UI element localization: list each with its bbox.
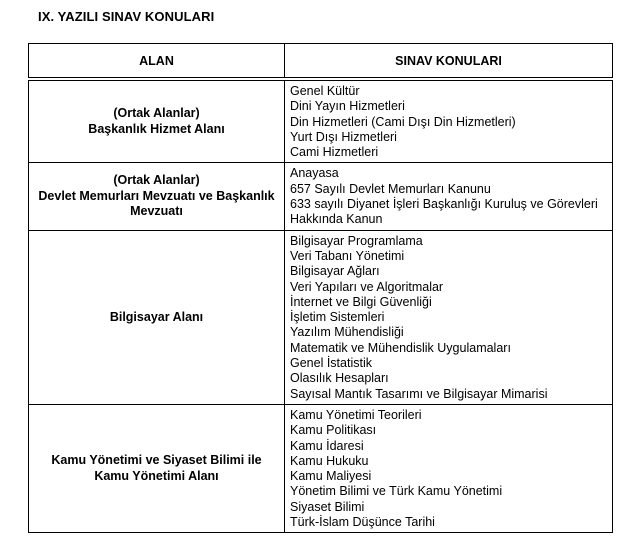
topic-item: İnternet ve Bilgi Güvenliği bbox=[290, 294, 432, 309]
exam-topics-table bbox=[28, 43, 613, 533]
topics-cell bbox=[285, 404, 613, 532]
topic-item: Kamu İdaresi bbox=[290, 438, 364, 453]
table-row bbox=[29, 404, 613, 532]
topic-item: Kamu Hukuku bbox=[290, 453, 369, 468]
topic-item: Matematik ve Mühendislik Uygulamaları bbox=[290, 340, 511, 355]
topic-item: Kamu Maliyesi bbox=[290, 469, 372, 484]
area-cell bbox=[29, 404, 285, 532]
topics-cell bbox=[285, 163, 613, 230]
table-row bbox=[29, 163, 613, 230]
topic-item: Siyaset Bilimi bbox=[290, 499, 365, 514]
topic-item: Dini Yayın Hizmetleri bbox=[290, 99, 405, 114]
document-title: IX. YAZILI SINAV KONULARI bbox=[38, 9, 215, 24]
topic-item: Yazılım Mühendisliği bbox=[290, 325, 404, 340]
topic-item: Cami Hizmetleri bbox=[290, 145, 379, 160]
area-cell bbox=[29, 163, 285, 230]
topic-item: İşletim Sistemleri bbox=[290, 310, 385, 325]
area-label-line: Devlet Memurları Mevzuatı ve Başkanlık bbox=[38, 188, 275, 203]
header-alan: ALAN bbox=[29, 44, 285, 78]
area-label-line: Kamu Yönetimi ve Siyaset Bilimi ile bbox=[51, 453, 262, 468]
area-label-line: Başkanlık Hizmet Alanı bbox=[88, 121, 225, 136]
topic-item: Veri Yapıları ve Algoritmalar bbox=[290, 279, 444, 294]
table-row bbox=[29, 230, 613, 404]
topic-item: Bilgisayar Programlama bbox=[290, 233, 423, 248]
table-header-row bbox=[29, 44, 613, 78]
topic-item: Veri Tabanı Yönetimi bbox=[290, 248, 405, 263]
topic-item: Din Hizmetleri (Cami Dışı Din Hizmetleri) bbox=[290, 114, 516, 129]
area-label-line: Kamu Yönetimi Alanı bbox=[94, 468, 219, 483]
area-label-line: Mevzuatı bbox=[130, 204, 183, 219]
area-cell bbox=[29, 230, 285, 404]
area-cell bbox=[29, 81, 285, 163]
area-label-line: (Ortak Alanlar) bbox=[113, 106, 200, 121]
topic-item: 657 Sayılı Devlet Memurları Kanunu bbox=[290, 181, 491, 196]
area-label-line: Bilgisayar Alanı bbox=[109, 309, 204, 324]
topic-item: Kamu Yönetimi Teorileri bbox=[290, 407, 422, 422]
topic-item: Sayısal Mantık Tasarımı ve Bilgisayar Mimarisi bbox=[290, 386, 548, 401]
topic-item: Yönetim Bilimi ve Türk Kamu Yönetimi bbox=[290, 484, 503, 499]
topic-item: Kamu Politikası bbox=[290, 423, 377, 438]
topic-item: 633 sayılı Diyanet İşleri Başkanlığı Kuruluş ve Görevleri Hakkında Kanun bbox=[290, 197, 598, 227]
topic-item: Türk-İslam Düşünce Tarihi bbox=[290, 515, 435, 530]
topic-item: Bilgisayar Ağları bbox=[290, 264, 380, 279]
header-sinav-konulari: SINAV KONULARI bbox=[285, 44, 613, 78]
topic-item: Yurt Dışı Hizmetleri bbox=[290, 129, 397, 144]
table-row bbox=[29, 81, 613, 163]
topics-cell bbox=[285, 81, 613, 163]
topics-cell bbox=[285, 230, 613, 404]
area-label-line: (Ortak Alanlar) bbox=[113, 173, 200, 188]
topic-item: Olasılık Hesapları bbox=[290, 371, 389, 386]
topic-item: Anayasa bbox=[290, 166, 339, 181]
topic-item: Genel Kültür bbox=[290, 84, 360, 98]
topic-item: Genel İstatistik bbox=[290, 356, 372, 371]
